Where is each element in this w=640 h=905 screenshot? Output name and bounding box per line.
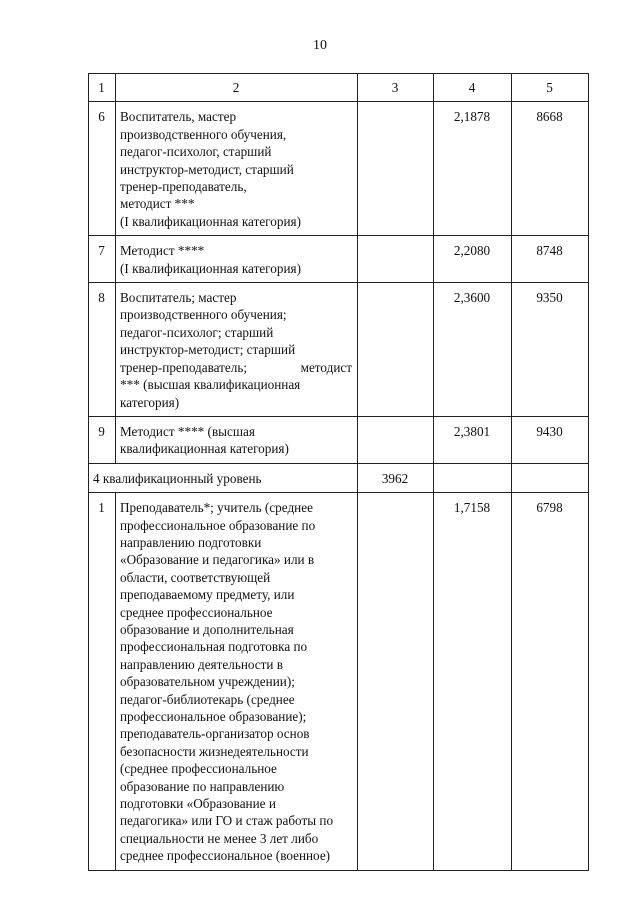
row-number: 1: [89, 493, 116, 871]
row-number: 7: [89, 236, 116, 283]
table-row: [89, 236, 589, 283]
description-line: преподаватель-организатор основ: [120, 726, 310, 742]
qualification-level-row: [89, 463, 589, 492]
column-3-cell: [358, 283, 434, 417]
description-line: педагог-психолог; старший: [120, 324, 274, 340]
description-line: преподаваемому предмету, или: [120, 587, 295, 603]
description-line: педагогика» или ГО и стаж работы по: [120, 813, 334, 829]
description-line: *** (высшая квалификационная: [120, 377, 301, 393]
coefficient-cell: 2,3801: [434, 416, 512, 463]
page-number: 10: [313, 38, 327, 53]
description-line: Воспитатель; мастер: [120, 290, 237, 306]
table-row: [89, 493, 589, 871]
description-line: Методист ****: [120, 243, 205, 259]
description-line: инструктор-методист, старший: [120, 161, 294, 177]
header-cell: 2: [116, 74, 358, 102]
column-3-cell: [358, 416, 434, 463]
description-line: направлению деятельности в: [120, 656, 284, 672]
description-line: инструктор-методист; старший: [120, 342, 296, 358]
description-line: подготовки «Образование и: [120, 796, 276, 812]
description-line: образовательном учреждении);: [120, 674, 295, 690]
position-description: [116, 493, 358, 871]
qualification-level-base-salary: 3962: [358, 463, 434, 492]
description-line: профессиональная подготовка по: [120, 639, 308, 655]
description-line: специальности не менее 3 лет либо: [120, 830, 319, 846]
description-line: среднее профессиональное (военное): [120, 848, 331, 864]
empty-cell: [434, 463, 512, 492]
description-line: среднее профессиональное: [120, 604, 273, 620]
salary-table: [88, 73, 589, 871]
table-row: [89, 416, 589, 463]
salary-cell: 9430: [512, 416, 589, 463]
header-cell: 3: [358, 74, 434, 102]
description-line: области, соответствующей: [120, 569, 271, 585]
position-description: [116, 102, 358, 236]
description-line: (среднее профессиональное: [120, 761, 277, 777]
description-line: (I квалификационная категория): [120, 213, 301, 229]
coefficient-cell: 2,2080: [434, 236, 512, 283]
qualification-level-label: 4 квалификационный уровень: [89, 463, 358, 492]
description-line: тренер-преподаватель; методист: [120, 359, 352, 375]
column-3-cell: [358, 493, 434, 871]
column-3-cell: [358, 236, 434, 283]
description-line: профессиональное образование);: [120, 709, 307, 724]
coefficient-cell: 2,1878: [434, 102, 512, 236]
column-3-cell: [358, 102, 434, 236]
row-number: 6: [89, 102, 116, 236]
coefficient-cell: 1,7158: [434, 493, 512, 871]
description-line: педагог-библиотекарь (среднее: [120, 691, 295, 707]
empty-cell: [512, 463, 589, 492]
salary-cell: 8668: [512, 102, 589, 236]
salary-cell: 6798: [512, 493, 589, 871]
description-line: профессиональное образование по: [120, 517, 316, 533]
position-description: [116, 283, 358, 417]
table-header-row: [89, 74, 589, 102]
header-cell: 1: [89, 74, 116, 102]
description-line: Воспитатель, мастер: [120, 109, 237, 125]
salary-cell: 8748: [512, 236, 589, 283]
description-line: педагог-психолог, старший: [120, 144, 272, 160]
description-line: образование по направлению: [120, 778, 285, 794]
row-number: 8: [89, 283, 116, 417]
description-line: безопасности жизнедеятельности: [120, 743, 309, 759]
header-cell: 5: [512, 74, 589, 102]
description-line: Методист **** (высшая: [120, 423, 255, 439]
position-description: [116, 236, 358, 283]
description-line: «Образование и педагогика» или в: [120, 552, 315, 568]
description-line: производственного обучения,: [120, 126, 287, 142]
description-line: (I квалификационная категория): [120, 260, 301, 276]
description-line: производственного обучения;: [120, 307, 287, 323]
description-line: образование и дополнительная: [120, 621, 294, 637]
row-number: 9: [89, 416, 116, 463]
coefficient-cell: 2,3600: [434, 283, 512, 417]
position-description: [116, 416, 358, 463]
description-line: категория): [120, 394, 180, 410]
header-cell: 4: [434, 74, 512, 102]
table-row: [89, 283, 589, 417]
description-line: тренер-преподаватель,: [120, 179, 247, 195]
salary-cell: 9350: [512, 283, 589, 417]
table-row: [89, 102, 589, 236]
description-line: направлению подготовки: [120, 534, 262, 550]
description-line: квалификационная категория): [120, 441, 289, 457]
description-line: методист ***: [120, 196, 195, 212]
description-line: Преподаватель*; учитель (среднее: [120, 500, 313, 516]
